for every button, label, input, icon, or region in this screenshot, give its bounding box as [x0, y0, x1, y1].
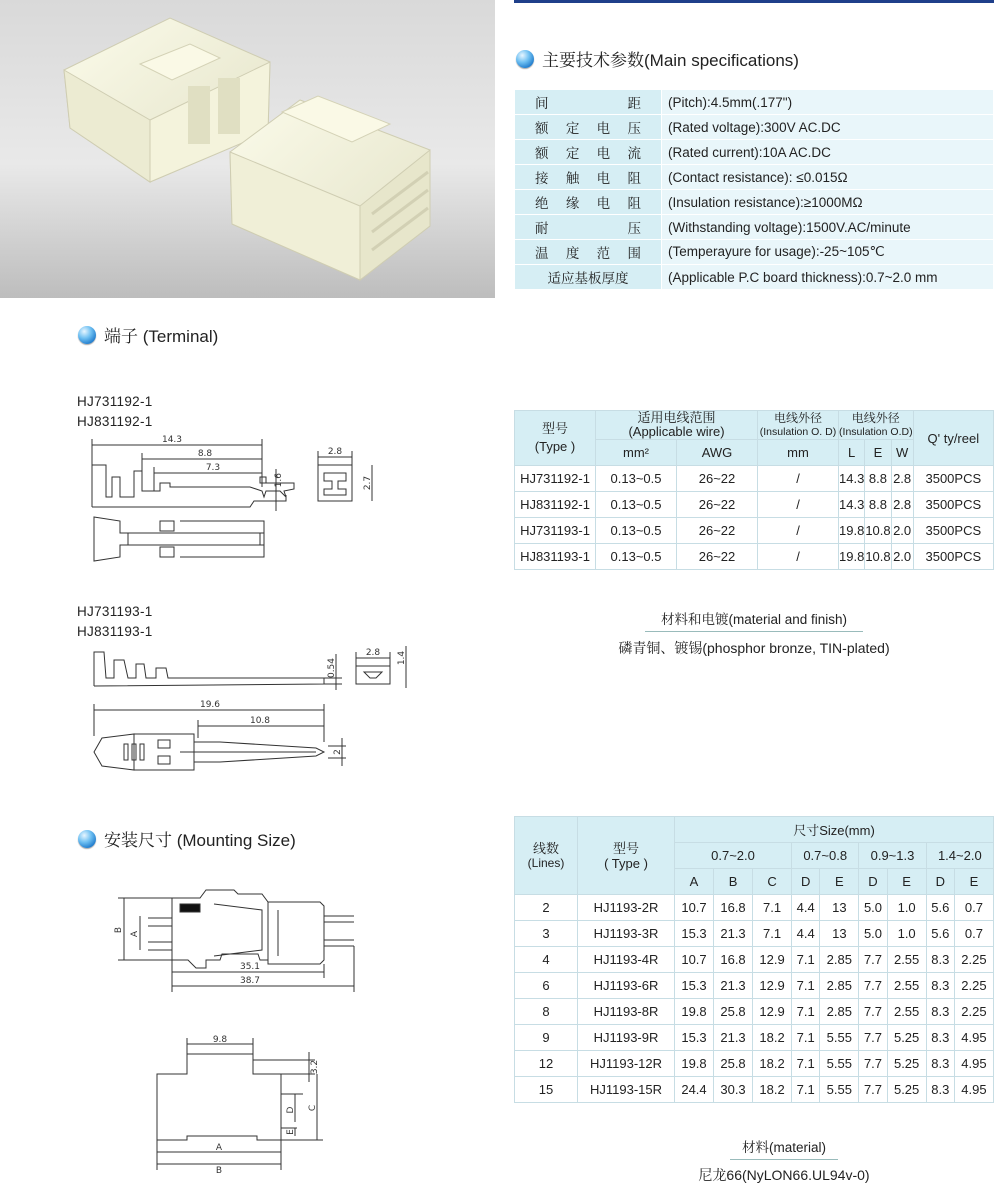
header-col: B	[714, 869, 753, 895]
table-cell: HJ1193-3R	[578, 921, 675, 947]
table-cell: 12.9	[753, 973, 792, 999]
terminal-drawing-1	[80, 425, 380, 565]
table-cell: 4.95	[954, 1077, 993, 1103]
spec-value: (Insulation resistance):≥1000MΩ	[662, 190, 994, 215]
table-cell: 21.3	[714, 921, 753, 947]
dimension-label: E	[286, 1129, 296, 1135]
dimension-label: 14.3	[161, 435, 183, 445]
table-row	[515, 544, 994, 570]
table-cell: 4	[515, 947, 578, 973]
main-specs-heading	[516, 46, 799, 71]
table-cell: 5.25	[887, 1025, 926, 1051]
table-cell: 0.13~0.5	[596, 466, 677, 492]
spec-key: 额 定 电 流	[515, 140, 662, 165]
table-row	[515, 492, 994, 518]
table-cell: 7.1	[792, 1025, 820, 1051]
main-specs-table	[514, 89, 994, 290]
table-row	[515, 1051, 994, 1077]
table-cell: 8.3	[926, 999, 954, 1025]
dimension-label: B	[114, 926, 124, 934]
table-row	[515, 518, 994, 544]
table-cell: /	[758, 466, 839, 492]
material-title: 材料(material)	[730, 1136, 838, 1160]
table-cell: 16.8	[714, 947, 753, 973]
terminal-material	[514, 608, 994, 658]
header-range: 1.4~2.0	[926, 843, 993, 869]
table-cell: 26~22	[677, 544, 758, 570]
table-cell: 10.8	[865, 544, 891, 570]
dimension-label: 19.6	[199, 700, 221, 710]
terminal-group2-labels	[77, 602, 153, 642]
dimension-label: 8.8	[197, 449, 213, 459]
table-cell: 8.8	[865, 466, 891, 492]
table-cell: 4.95	[954, 1051, 993, 1077]
spec-value: (Contact resistance): ≤0.015Ω	[662, 165, 994, 190]
table-cell: HJ1193-6R	[578, 973, 675, 999]
table-cell: 10.7	[675, 947, 714, 973]
spec-key: 接 触 电 阻	[515, 165, 662, 190]
header-lines: 线数 (Lines)	[515, 817, 578, 895]
spec-row	[515, 265, 994, 290]
header-qty: Q' ty/reel	[913, 411, 993, 466]
table-cell: 13	[820, 921, 859, 947]
table-cell: HJ1193-8R	[578, 999, 675, 1025]
spec-row	[515, 215, 994, 240]
table-cell: 2.55	[887, 947, 926, 973]
table-cell: HJ831193-1	[515, 544, 596, 570]
table-cell: HJ1193-4R	[578, 947, 675, 973]
table-row	[515, 466, 994, 492]
table-cell: 9	[515, 1025, 578, 1051]
dimension-label: A	[215, 1143, 223, 1153]
table-cell: 3500PCS	[913, 466, 993, 492]
spec-value: (Withstanding voltage):1500V.AC/minute	[662, 215, 994, 240]
main-specs-title: 主要技术参数(Main specifications)	[542, 51, 799, 70]
table-cell: 7.1	[792, 1077, 820, 1103]
table-cell: 5.55	[820, 1077, 859, 1103]
dimension-label: 1.4	[397, 650, 407, 666]
table-cell: 19.8	[675, 1051, 714, 1077]
table-cell: 15.3	[675, 973, 714, 999]
spec-value: (Temperayure for usage):-25~105℃	[662, 240, 994, 265]
spec-row	[515, 190, 994, 215]
top-divider	[514, 0, 994, 3]
spec-key: 间 距	[515, 90, 662, 115]
table-cell: 7.7	[859, 1051, 887, 1077]
table-cell: 2.55	[887, 973, 926, 999]
table-cell: 19.8	[839, 544, 865, 570]
table-cell: 26~22	[677, 518, 758, 544]
part-number: HJ831192-1	[77, 414, 153, 429]
spec-row	[515, 165, 994, 190]
table-cell: /	[758, 518, 839, 544]
table-cell: 5.55	[820, 1025, 859, 1051]
material-value: 磷青铜、镀锡(phosphor bronze, TIN-plated)	[618, 640, 890, 656]
dimension-label: A	[130, 930, 140, 938]
part-number: HJ731192-1	[77, 394, 153, 409]
table-cell: 8	[515, 999, 578, 1025]
table-cell: HJ731193-1	[515, 518, 596, 544]
spec-key: 额 定 电 压	[515, 115, 662, 140]
dimension-label: 10.8	[249, 716, 271, 726]
table-cell: 12.9	[753, 999, 792, 1025]
spec-key: 绝 缘 电 阻	[515, 190, 662, 215]
material-value: 尼龙66(NyLON66.UL94v-0)	[698, 1167, 870, 1183]
table-cell: 7.1	[792, 973, 820, 999]
spec-value: (Applicable P.C board thickness):0.7~2.0 mm	[662, 265, 994, 290]
header-od: 电线外径 (Insulation O. D)	[758, 411, 839, 440]
table-cell: 19.8	[675, 999, 714, 1025]
table-cell: 15.3	[675, 1025, 714, 1051]
table-cell: 7.7	[859, 1025, 887, 1051]
table-cell: 3500PCS	[913, 492, 993, 518]
table-cell: 14.3	[839, 466, 865, 492]
dimension-label: 1.6	[274, 473, 284, 488]
table-row	[515, 999, 994, 1025]
dimension-label: 2.8	[327, 447, 343, 457]
table-cell: 7.7	[859, 999, 887, 1025]
table-cell: 8.3	[926, 1051, 954, 1077]
table-cell: 21.3	[714, 973, 753, 999]
mounting-title: 安装尺寸 (Mounting Size)	[104, 831, 296, 850]
table-cell: 8.3	[926, 1077, 954, 1103]
table-row	[515, 973, 994, 999]
mounting-material	[514, 1136, 1000, 1185]
table-cell: 12	[515, 1051, 578, 1077]
table-cell: 3500PCS	[913, 518, 993, 544]
table-cell: 13	[820, 895, 859, 921]
header-od-lew: 电线外径 (Insulation O.D)	[839, 411, 913, 438]
table-cell: 7.7	[859, 947, 887, 973]
mounting-table	[514, 816, 994, 1103]
table-cell: 5.25	[887, 1051, 926, 1077]
spec-key: 温 度 范 围	[515, 240, 662, 265]
header-size: 尺寸Size(mm)	[675, 817, 994, 843]
table-cell: 14.3	[839, 492, 865, 518]
bullet-icon	[78, 326, 96, 344]
table-cell: 5.55	[820, 1051, 859, 1077]
table-cell: 2	[515, 895, 578, 921]
table-cell: 21.3	[714, 1025, 753, 1051]
table-cell: 30.3	[714, 1077, 753, 1103]
table-cell: 12.9	[753, 947, 792, 973]
table-cell: 2.85	[820, 999, 859, 1025]
table-cell: 2.85	[820, 947, 859, 973]
mounting-heading	[78, 826, 296, 851]
table-cell: 8.8	[865, 492, 891, 518]
dimension-label: D	[286, 1106, 296, 1114]
table-cell: 8.3	[926, 973, 954, 999]
header-col: E	[820, 869, 859, 895]
spec-row	[515, 140, 994, 165]
table-cell: 26~22	[677, 466, 758, 492]
header-col: D	[792, 869, 820, 895]
table-cell: 3	[515, 921, 578, 947]
table-cell: 7.1	[792, 947, 820, 973]
spec-key: 适应基板厚度	[515, 265, 662, 290]
table-cell: HJ831192-1	[515, 492, 596, 518]
bullet-icon	[516, 50, 534, 68]
table-cell: /	[758, 544, 839, 570]
product-photo	[0, 0, 495, 298]
header-range: 0.7~2.0	[675, 843, 792, 869]
dimension-label: 2	[333, 749, 343, 755]
table-cell: 3500PCS	[913, 544, 993, 570]
table-cell: 5.0	[859, 921, 887, 947]
table-row	[515, 1077, 994, 1103]
spec-row	[515, 240, 994, 265]
part-number: HJ831193-1	[77, 624, 153, 639]
header-col: E	[887, 869, 926, 895]
terminal-drawing-2	[80, 638, 420, 778]
table-row	[515, 947, 994, 973]
header-col: A	[675, 869, 714, 895]
table-cell: 10.8	[865, 518, 891, 544]
header-wire: 适用电线范围 (Applicable wire)	[596, 411, 758, 440]
table-cell: /	[758, 492, 839, 518]
table-cell: HJ1193-9R	[578, 1025, 675, 1051]
dimension-label: 38.7	[239, 976, 261, 986]
table-cell: 2.25	[954, 973, 993, 999]
header-col: D	[859, 869, 887, 895]
table-cell: 7.1	[753, 921, 792, 947]
header-col: D	[926, 869, 954, 895]
spec-value: (Rated current):10A AC.DC	[662, 140, 994, 165]
terminal-table: 型号 (Type ) 适用电线范围 (Applicable wire) 电线外径 (Insulation O. D) 电线外径 (Insulation O.D) Q' ty/reel mm² AWG mm L E W HJ731192-1 0.13~0.5 26~22 / 14.3 8.8 2.8 3500PCS HJ831192-1 0.13~0.5 26~22 / 14.3 8.8 2.8 3500PCS HJ731193-1 0.13~0.5 26~22 / 19.8 10.8 2.0 3500PCS HJ831193-1 0.13~0.5 26~22 / 19.8 10.8 2.0 3500PCS	[514, 410, 994, 570]
table-cell: 5.25	[887, 1077, 926, 1103]
table-cell: 2.85	[820, 973, 859, 999]
spec-row	[515, 90, 994, 115]
table-cell: 24.4	[675, 1077, 714, 1103]
table-cell: 7.1	[792, 999, 820, 1025]
spec-value: (Pitch):4.5mm(.177")	[662, 90, 994, 115]
dimension-label: 2.8	[365, 648, 381, 658]
table-cell: 2.25	[954, 999, 993, 1025]
table-cell: 26~22	[677, 492, 758, 518]
table-row	[515, 1025, 994, 1051]
dimension-label: B	[215, 1166, 223, 1174]
spec-value: (Rated voltage):300V AC.DC	[662, 115, 994, 140]
dimension-label: 3.2	[310, 1059, 320, 1075]
table-cell: 1.0	[887, 921, 926, 947]
mounting-drawing-side	[110, 880, 370, 1000]
table-cell: 18.2	[753, 1025, 792, 1051]
table-cell: 2.55	[887, 999, 926, 1025]
table-cell: 15.3	[675, 921, 714, 947]
table-cell: 4.95	[954, 1025, 993, 1051]
table-cell: 0.13~0.5	[596, 492, 677, 518]
table-cell: 1.0	[887, 895, 926, 921]
table-cell: 5.0	[859, 895, 887, 921]
table-cell: 7.1	[792, 1051, 820, 1077]
table-cell: 16.8	[714, 895, 753, 921]
table-cell: 4.4	[792, 921, 820, 947]
table-cell: 25.8	[714, 999, 753, 1025]
table-cell: HJ1193-15R	[578, 1077, 675, 1103]
dimension-label: 7.3	[205, 463, 221, 473]
table-cell: 6	[515, 973, 578, 999]
table-cell: 8.3	[926, 1025, 954, 1051]
table-cell: 0.13~0.5	[596, 518, 677, 544]
table-cell: 8.3	[926, 947, 954, 973]
dimension-label: 0.54	[327, 657, 337, 679]
table-cell: 18.2	[753, 1077, 792, 1103]
table-cell: 0.7	[954, 921, 993, 947]
table-cell: HJ1193-2R	[578, 895, 675, 921]
table-row	[515, 921, 994, 947]
connector-illustration	[0, 0, 495, 298]
part-number: HJ731193-1	[77, 604, 153, 619]
table-cell: 15	[515, 1077, 578, 1103]
table-cell: 2.8	[891, 492, 913, 518]
table-cell: 2.0	[891, 544, 913, 570]
dimension-label: C	[308, 1104, 318, 1112]
spec-row	[515, 115, 994, 140]
table-cell: 0.7	[954, 895, 993, 921]
table-cell: 7.7	[859, 973, 887, 999]
terminal-title: 端子 (Terminal)	[104, 327, 219, 346]
dimension-label: 9.8	[212, 1035, 228, 1045]
table-cell: 19.8	[839, 518, 865, 544]
table-cell: 5.6	[926, 921, 954, 947]
material-title: 材料和电镀(material and finish)	[645, 608, 863, 632]
table-cell: 10.7	[675, 895, 714, 921]
table-cell: 7.1	[753, 895, 792, 921]
table-cell: HJ731192-1	[515, 466, 596, 492]
header-type: 型号 (Type )	[515, 411, 596, 466]
header-col: C	[753, 869, 792, 895]
header-col: E	[954, 869, 993, 895]
bullet-icon	[78, 830, 96, 848]
table-cell: HJ1193-12R	[578, 1051, 675, 1077]
mounting-drawing-pcb	[145, 1032, 335, 1174]
table-cell: 25.8	[714, 1051, 753, 1077]
dimension-label: 2.7	[363, 475, 373, 491]
table-row	[515, 895, 994, 921]
terminal-heading	[78, 322, 218, 347]
table-cell: 2.0	[891, 518, 913, 544]
header-range: 0.7~0.8	[792, 843, 859, 869]
table-cell: 7.7	[859, 1077, 887, 1103]
table-cell: 2.8	[891, 466, 913, 492]
spec-key: 耐 压	[515, 215, 662, 240]
header-range: 0.9~1.3	[859, 843, 926, 869]
table-cell: 0.13~0.5	[596, 544, 677, 570]
dimension-label: 35.1	[239, 962, 261, 972]
table-cell: 5.6	[926, 895, 954, 921]
table-cell: 18.2	[753, 1051, 792, 1077]
table-cell: 2.25	[954, 947, 993, 973]
table-cell: 4.4	[792, 895, 820, 921]
header-type: 型号 ( Type )	[578, 817, 675, 895]
